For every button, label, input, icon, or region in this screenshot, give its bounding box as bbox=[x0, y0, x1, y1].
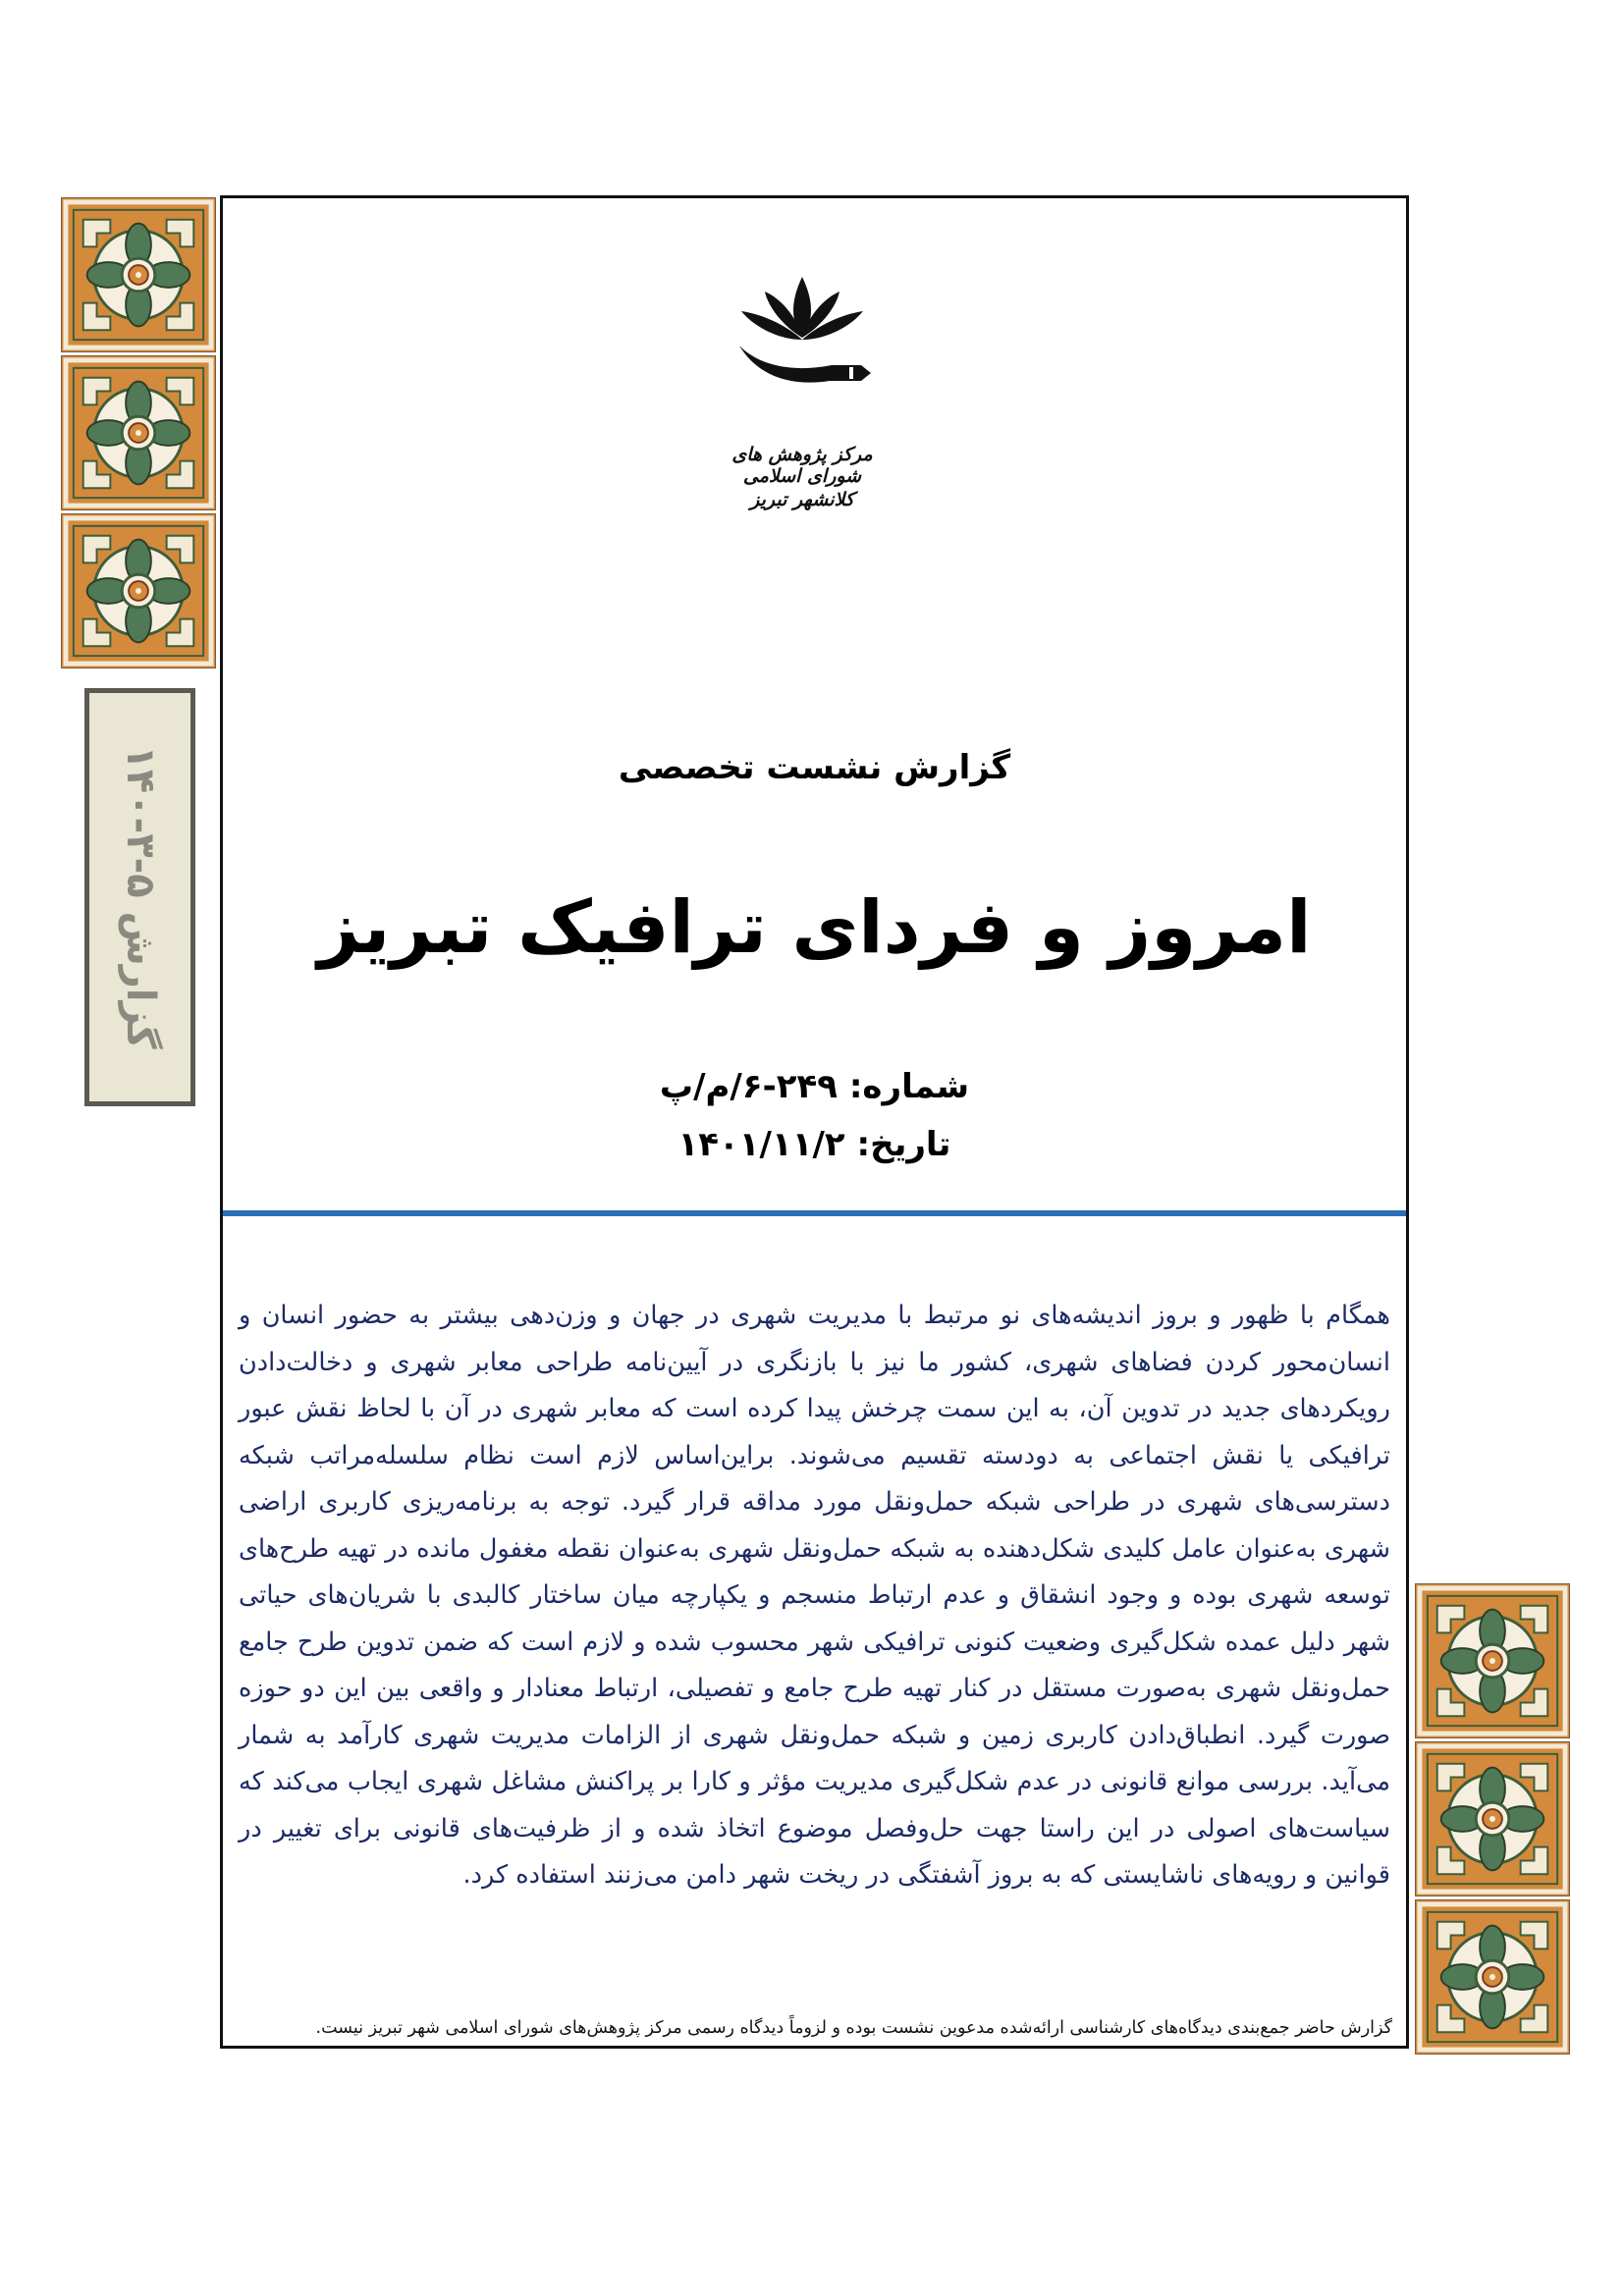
ornamental-tile-icon bbox=[1415, 1583, 1570, 1738]
organization-city: کلانشهر تبریز bbox=[750, 489, 854, 510]
decorative-tiles-left bbox=[61, 197, 218, 671]
report-summary: همگام با ظهور و بروز اندیشه‌های نو مرتبط با مدیریت شهری در جهان و وزن‌دهی بیشتر به حضور انسان و انسان‌محور کردن فضاهای شهری، کشور ما نیز با بازنگری در آیین‌نامه طراحی معابر شهری و دخالت‌دادن رویکردهای جدید در تدوین آن، به این سمت چرخش پیدا کرده است که معابر شهری در آن با لحاظ نقش عبور ترافیکی یا نقش اجتماعی به دودسته تقسیم می‌شوند. براین‌اساس لازم است نظام سلسله‌مراتب شبکه دسترسی‌های شهری در طراحی شبکه حمل‌ونقل مورد مداقه قرار گیرد. توجه به برنامه‌ریزی کاربری اراضی شهری به‌عنوان عامل کلیدی شکل‌دهنده به شبکه حمل‌ونقل شهری به‌عنوان نقطه مغفول مانده در تهیه طرح‌های توسعه شهری بوده و وجود انشقاق و عدم ارتباط منسجم و یکپارچه میان ساختار کالبدی با شریان‌های حیاتی شهر دلیل عمده شکل‌گیری وضعیت کنونی ترافیکی شهر محسوب شده و لازم است که ضمن تدوین طرح جامع حمل‌ونقل شهری به‌صورت مستقل در کنار تهیه طرح جامع و تفصیلی، ارتباط معنادار و واقعی بین این دو حوزه صورت گیرد. انطباق‌دادن کاربری زمین و شبکه حمل‌ونقل شهری از الزامات مدیریت شهری کارآمد به شمار می‌آید. بررسی موانع قانونی در عدم شکل‌گیری مدیریت مؤثر و کارا بر پراکنش مشاغل شهری ایجاب می‌کند که سیاست‌های اصولی در این راستا جهت حل‌وفصل موضوع اتخاذ شده و از ظرفیت‌های قانونی برای تغییر در قوانین و رویه‌های ناشایستی که به بروز آشفتگی در ریخت شهر دامن می‌زنند استفاده کرد. bbox=[239, 1301, 1390, 1890]
lotus-pen-icon bbox=[714, 267, 891, 434]
organization-name: مرکز پژوهش های شورای اسلامی bbox=[731, 444, 873, 487]
report-date: تاریخ: ۱۴۰۱/۱۱/۲ bbox=[677, 1125, 951, 1164]
ornamental-tile-icon bbox=[61, 513, 216, 668]
ornamental-tile-icon bbox=[1415, 1899, 1570, 2055]
cover-frame bbox=[220, 195, 1409, 2049]
report-title: امروز و فردای ترافیک تبریز bbox=[317, 885, 1312, 970]
report-code-text: گزارش ۵-۳-۱۴۰ bbox=[117, 745, 163, 1049]
report-number: شماره: ۲۴۹-۶/م/پ bbox=[659, 1067, 970, 1106]
ornamental-tile-icon bbox=[61, 355, 216, 510]
ornamental-tile-icon bbox=[1415, 1741, 1570, 1896]
section-divider bbox=[223, 1210, 1406, 1216]
ornamental-tile-icon bbox=[61, 197, 216, 352]
report-subtitle: گزارش نشست تخصصی bbox=[618, 748, 1011, 787]
decorative-tiles-right bbox=[1415, 1583, 1570, 2057]
report-code-label bbox=[84, 688, 195, 1106]
disclaimer-footnote: گزارش حاضر جمع‌بندی دیدگاه‌های کارشناسی ارائه‌شده مدعوین نشست بوده و لزوماً دیدگاه رسمی مرکز پژوهش‌های شورای اسلامی شهر تبریز نیست. bbox=[315, 2018, 1392, 2038]
organization-logo bbox=[714, 267, 891, 522]
